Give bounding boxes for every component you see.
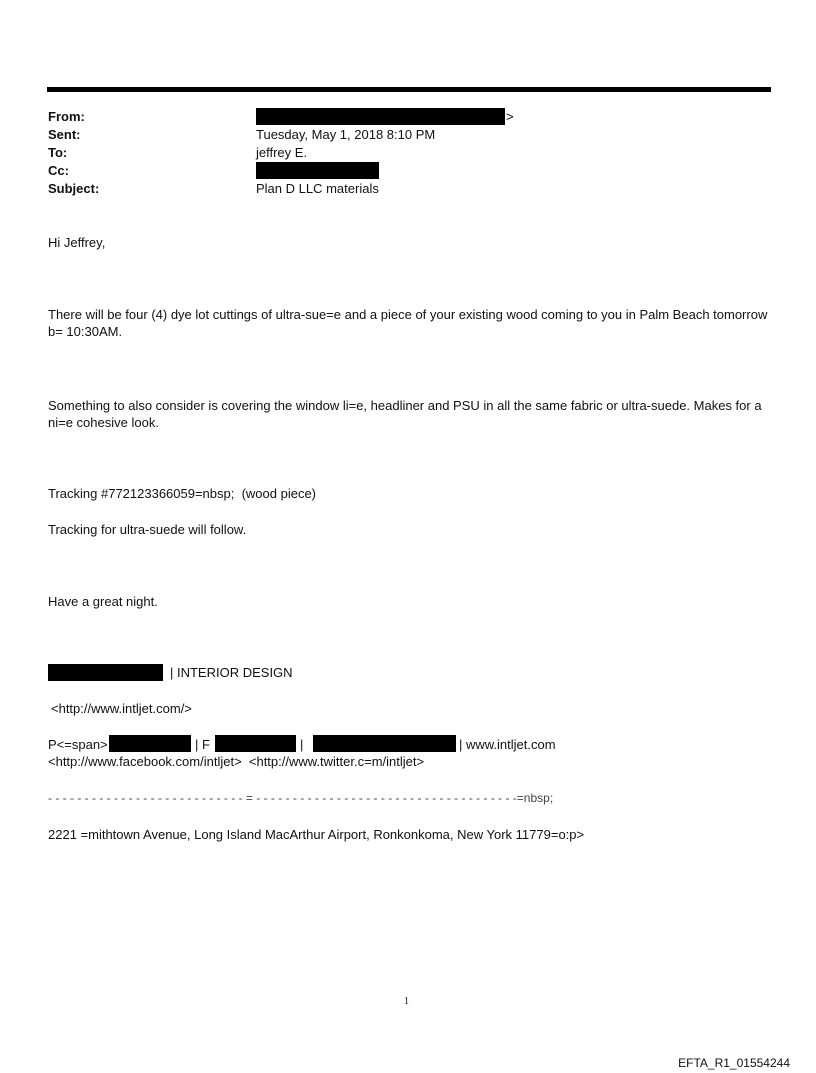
subject-label: Subject: — [48, 181, 100, 196]
fax-redaction — [215, 735, 296, 752]
divider-text: - - - - - - - - - - - - - - - - - - - - - - - - - - - = - - - - - - - - - - - - - - - - - - - - - - - - - - - - - - - - - - - -=nbsp; — [48, 791, 554, 805]
page-number: 1 — [404, 996, 409, 1007]
cc-label: Cc: — [48, 163, 69, 178]
to-value: jeffrey E. — [256, 145, 308, 160]
cc-redaction — [256, 162, 379, 179]
signature-separator: | — [300, 737, 304, 752]
sent-label: Sent: — [48, 127, 81, 142]
closing: Have a great night. — [48, 594, 158, 609]
fax-prefix: | F — [195, 737, 210, 752]
bates-number: EFTA_R1_01554244 — [678, 1056, 790, 1070]
paragraph-2: Something to also consider is covering the window li=e, headliner and PSU in all the same fabric or ultra-suede. Makes for a ni=e cohesive look. — [48, 398, 766, 430]
address: 2221 =mithtown Avenue, Long Island MacArthur Airport, Ronkonkoma, New York 11779=o:p> — [48, 827, 585, 842]
email-redaction — [313, 735, 456, 752]
phone-prefix: P<=span> — [48, 737, 108, 752]
header-rule — [47, 87, 771, 92]
tracking-wood: Tracking #772123366059=nbsp; (wood piece) — [48, 486, 317, 501]
sent-value: Tuesday, May 1, 2018 8:10 PM — [256, 127, 436, 142]
signature-title: | INTERIOR DESIGN — [170, 665, 293, 680]
tracking-suede: Tracking for ultra-suede will follow. — [48, 522, 247, 537]
from-suffix: > — [506, 109, 514, 124]
greeting: Hi Jeffrey, — [48, 235, 106, 250]
from-label: From: — [48, 109, 85, 124]
phone-redaction — [109, 735, 191, 752]
signature-name-redaction — [48, 664, 163, 681]
website-link[interactable]: <http://www.intljet.com/> — [51, 701, 192, 716]
social-links[interactable]: <http://www.facebook.com/intljet> <http://www.twitter.c=m/intljet> — [48, 754, 425, 769]
to-label: To: — [48, 145, 68, 160]
site-text[interactable]: | www.intljet.com — [459, 737, 556, 752]
paragraph-1: There will be four (4) dye lot cuttings of ultra-sue=e and a piece of your existing wood coming to you in Palm Beach tomorrow b= 10:30AM. — [48, 307, 771, 339]
from-redaction — [256, 108, 505, 125]
subject-value: Plan D LLC materials — [256, 181, 379, 196]
